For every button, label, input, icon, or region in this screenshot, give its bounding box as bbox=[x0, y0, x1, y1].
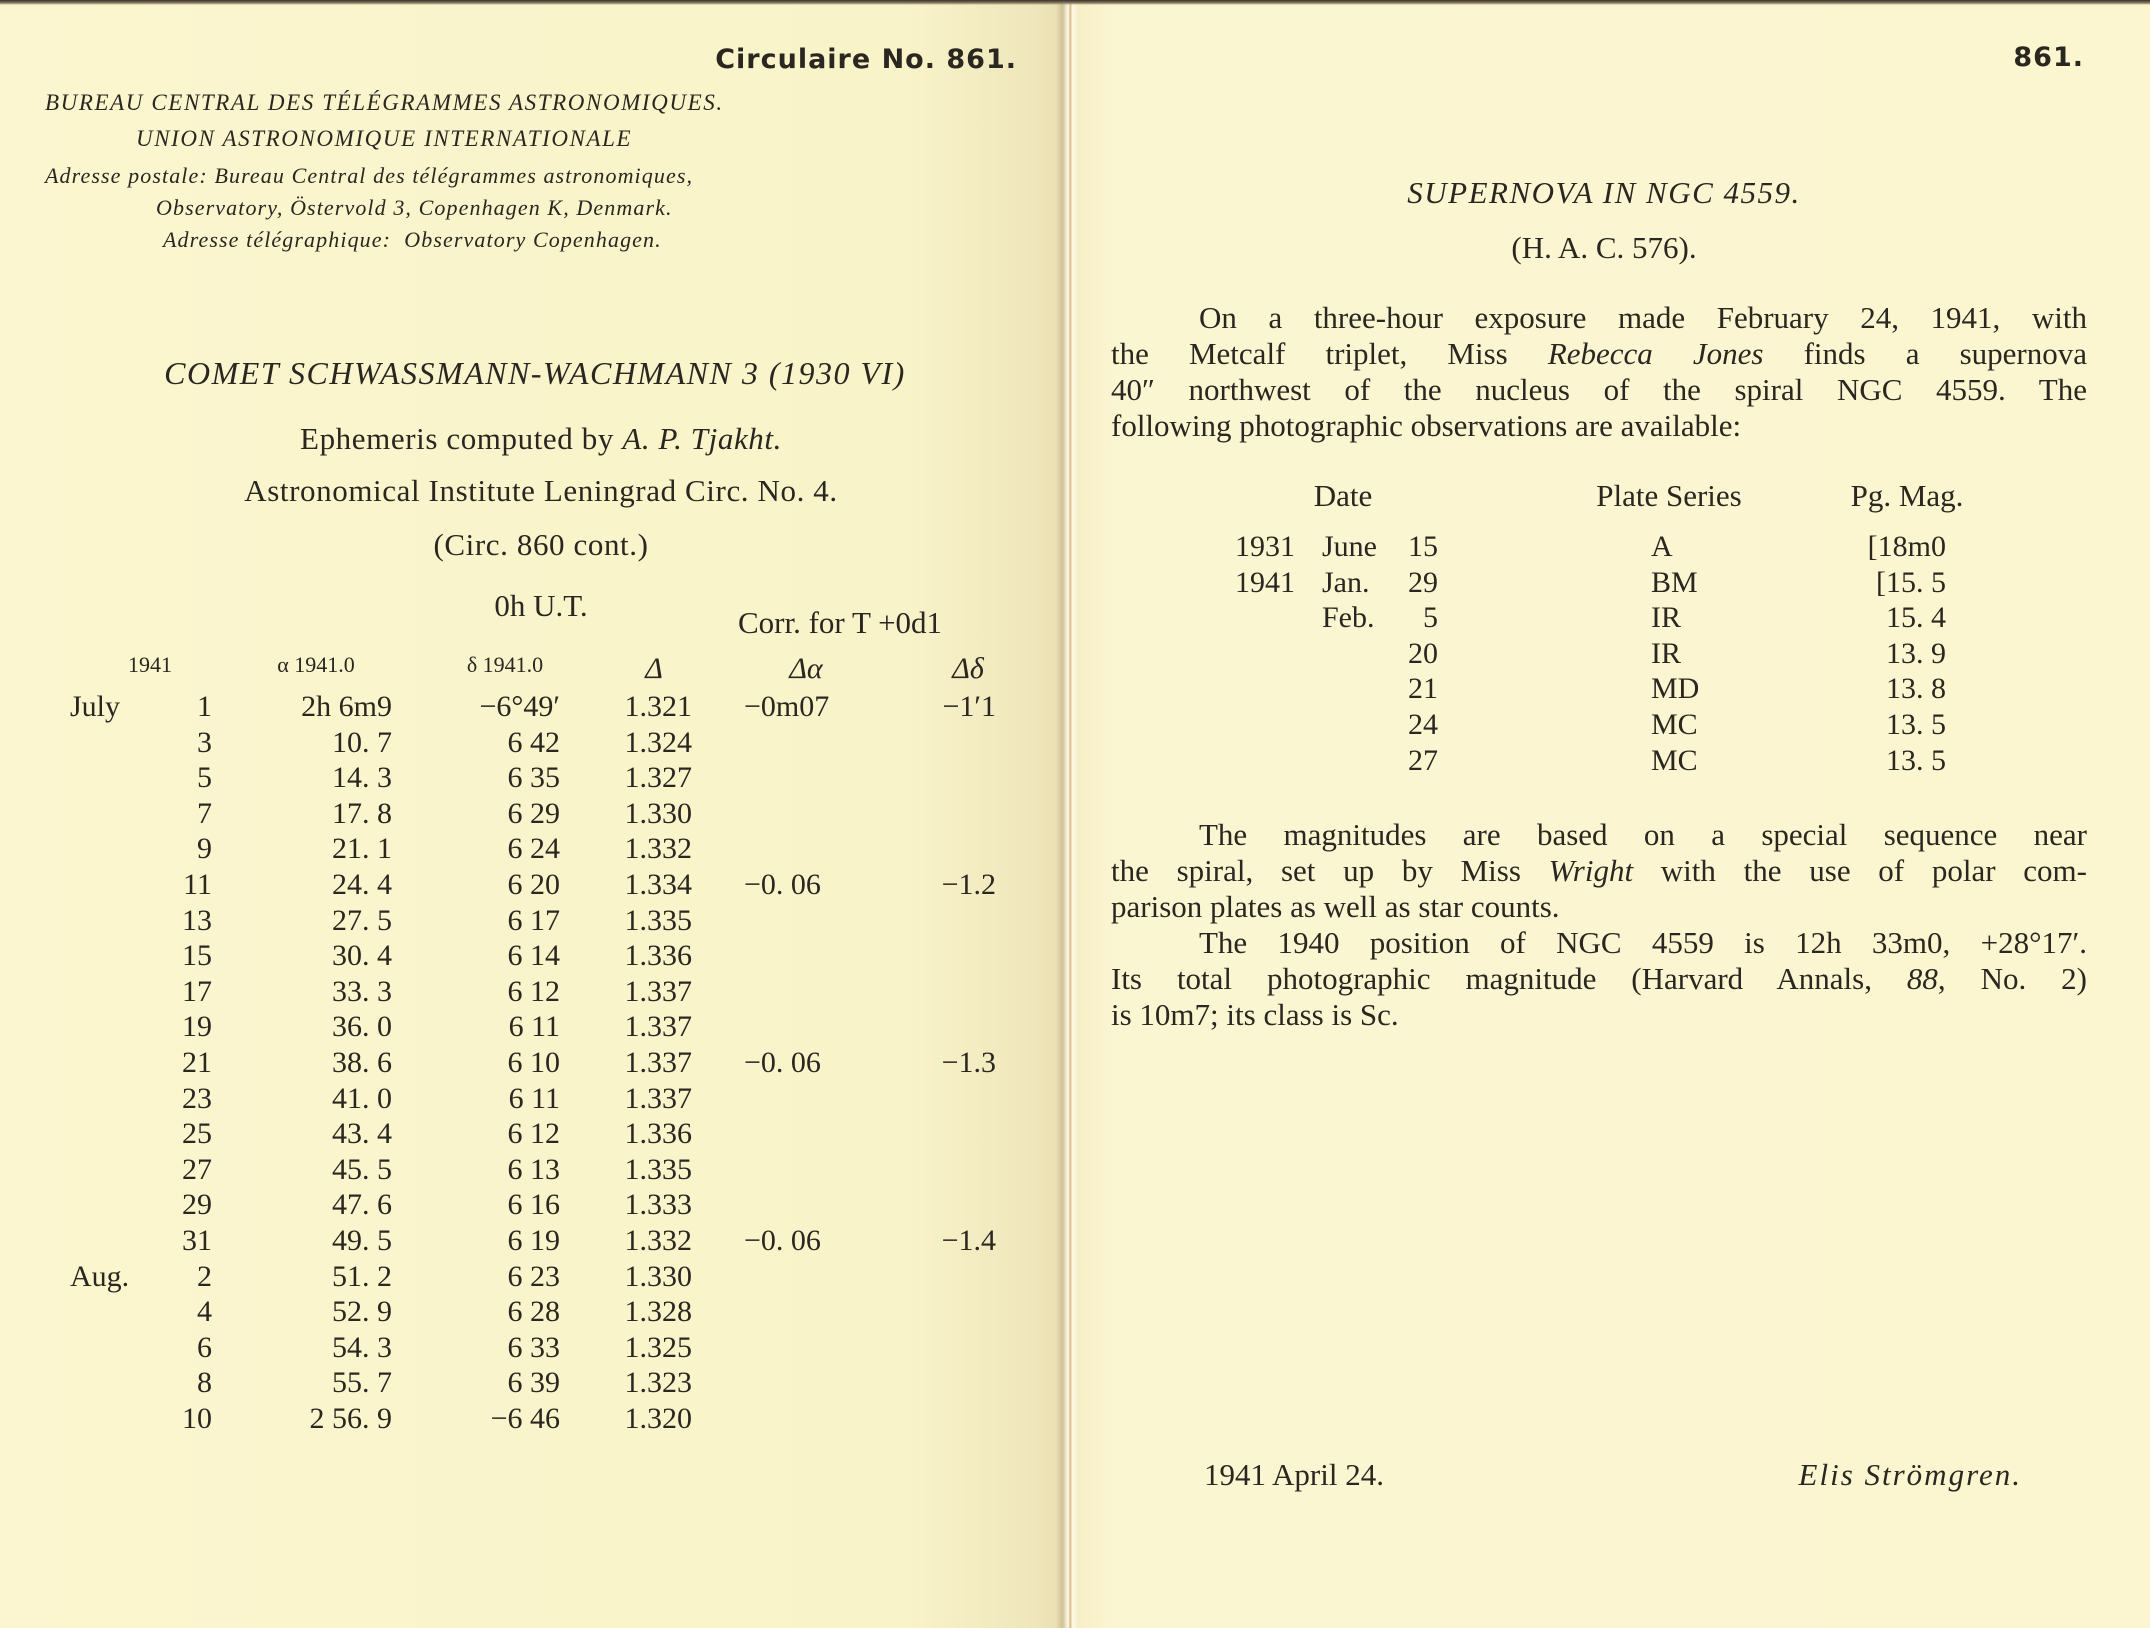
row-ra: 41. 0 bbox=[332, 1081, 392, 1115]
obs-mag: [15. 5 bbox=[1876, 565, 1946, 599]
row-dec: 6 20 bbox=[507, 868, 560, 901]
obs-day: 20 bbox=[1408, 636, 1438, 670]
row-delta: 1.323 bbox=[624, 1366, 692, 1400]
text-segment: The magnitudes are based on a special sequence near bbox=[1199, 817, 2087, 852]
row-day: 5 bbox=[197, 761, 212, 795]
row-ra: 33. 3 bbox=[332, 974, 392, 1008]
row-delta: 1.335 bbox=[624, 1152, 692, 1186]
obs-plate: MD bbox=[1651, 672, 1700, 706]
obs-plate: MC bbox=[1651, 708, 1698, 741]
footer-date: 1941 April 24. bbox=[1204, 1457, 1384, 1492]
paragraph-line bbox=[1111, 300, 2087, 336]
text-segment: is 10m7; its class is Sc. bbox=[1111, 997, 1399, 1032]
ephemeris-header-col-year: 1941 bbox=[128, 652, 172, 677]
paragraph-line bbox=[1111, 853, 2087, 889]
ephemeris-credit bbox=[300, 421, 782, 457]
text-segment: Its total photographic magnitude (Harvard Annals, bbox=[1111, 961, 1907, 996]
obs-plate: A bbox=[1651, 530, 1673, 563]
circular-number: Circulaire No. 861. bbox=[715, 44, 1017, 75]
ephemeris-header-col-d-dec: Δδ bbox=[952, 652, 984, 685]
row-dec: −6°49′ bbox=[479, 690, 560, 723]
obs-mag: 13. 5 bbox=[1886, 708, 1946, 741]
row-delta: 1.333 bbox=[624, 1188, 692, 1222]
obs-month: June bbox=[1322, 530, 1377, 563]
text-segment: 40″ northwest of the nucleus of the spiral NGC 4559. The bbox=[1111, 372, 2087, 407]
row-delta: 1.337 bbox=[624, 1010, 692, 1044]
row-ra: 30. 4 bbox=[332, 939, 392, 973]
row-delta: 1.337 bbox=[624, 1046, 692, 1079]
intro-paragraph bbox=[1111, 300, 2087, 444]
obs-day: 29 bbox=[1408, 565, 1438, 599]
row-dec: 6 24 bbox=[507, 832, 560, 866]
row-ra: 54. 3 bbox=[332, 1330, 392, 1364]
telegraph-address-line bbox=[163, 227, 662, 253]
row-day: 1 bbox=[197, 690, 212, 723]
row-delta: 1.332 bbox=[624, 1224, 692, 1257]
observations-header-plate-series: Plate Series bbox=[1596, 478, 1742, 513]
row-day: 9 bbox=[197, 832, 212, 866]
ephemeris-author: A. P. Tjakht. bbox=[622, 421, 782, 456]
row-dec: 6 19 bbox=[507, 1224, 560, 1257]
obs-plate: MC bbox=[1651, 743, 1698, 777]
obs-day: 24 bbox=[1408, 708, 1438, 741]
ephemeris-header-col-dec: δ 1941.0 bbox=[466, 652, 544, 677]
row-day: 29 bbox=[182, 1188, 212, 1222]
row-day: 3 bbox=[197, 725, 212, 759]
row-ra: 51. 2 bbox=[332, 1259, 392, 1293]
row-corr-ra: −0. 06 bbox=[744, 1046, 821, 1079]
text-segment: finds a supernova bbox=[1763, 336, 2087, 371]
row-ra: 38. 6 bbox=[332, 1046, 392, 1079]
row-day: 21 bbox=[182, 1046, 212, 1079]
row-dec: 6 14 bbox=[507, 939, 560, 973]
row-delta: 1.332 bbox=[624, 832, 692, 866]
obs-month: Jan. bbox=[1322, 565, 1370, 599]
row-month: Aug. bbox=[70, 1259, 130, 1293]
obs-mag: 13. 8 bbox=[1886, 672, 1946, 706]
postal-address-2: Observatory, Östervold 3, Copenhagen K, Denmark. bbox=[156, 195, 673, 220]
italic-text: Rebecca Jones bbox=[1547, 336, 1764, 371]
ephemeris-header-col-d-ra: Δα bbox=[789, 652, 823, 685]
row-delta: 1.336 bbox=[624, 1117, 692, 1151]
row-delta: 1.320 bbox=[624, 1402, 692, 1435]
union-line: UNION ASTRONOMIQUE INTERNATIONALE bbox=[136, 126, 633, 151]
paragraph-line bbox=[1111, 997, 2087, 1033]
row-day: 2 bbox=[197, 1259, 212, 1293]
obs-day: 27 bbox=[1408, 743, 1438, 777]
obs-year: 1931 bbox=[1235, 530, 1295, 563]
obs-mag: 13. 9 bbox=[1886, 636, 1946, 670]
position-paragraph bbox=[1111, 925, 2087, 1033]
row-delta: 1.334 bbox=[624, 868, 692, 901]
paragraph-line bbox=[1111, 961, 2087, 997]
row-ra: 2h 6m9 bbox=[301, 690, 392, 723]
row-day: 7 bbox=[197, 796, 212, 830]
page-fold bbox=[1056, 0, 1078, 1628]
text-segment: , No. 2) bbox=[1937, 961, 2087, 996]
row-dec: 6 39 bbox=[507, 1366, 560, 1400]
row-delta: 1.336 bbox=[624, 939, 692, 973]
page-number: 861. bbox=[2013, 42, 2084, 73]
observations-header-date: Date bbox=[1313, 478, 1373, 513]
row-dec: 6 11 bbox=[508, 1010, 560, 1044]
row-dec: 6 12 bbox=[507, 974, 560, 1008]
row-delta: 1.324 bbox=[624, 725, 692, 759]
ephemeris-header-col-delta: Δ bbox=[645, 652, 663, 685]
row-day: 15 bbox=[182, 939, 212, 973]
paragraph-line bbox=[1111, 408, 2087, 444]
obs-mag: [18m0 bbox=[1867, 530, 1946, 563]
bureau-line: BUREAU CENTRAL DES TÉLÉGRAMMES ASTRONOMIQUES. bbox=[45, 90, 724, 115]
row-day: 4 bbox=[197, 1295, 212, 1329]
obs-plate: IR bbox=[1651, 636, 1681, 670]
text-segment: The 1940 position of NGC 4559 is 12h 33m0, +28°17′. bbox=[1199, 925, 2087, 960]
text-segment: the spiral, set up by Miss bbox=[1111, 853, 1549, 888]
row-ra: 43. 4 bbox=[332, 1117, 392, 1151]
row-dec: −6 46 bbox=[490, 1402, 560, 1435]
time-header: 0h U.T. bbox=[494, 588, 588, 623]
row-dec: 6 10 bbox=[507, 1046, 560, 1079]
row-dec: 6 23 bbox=[507, 1259, 560, 1293]
row-delta: 1.337 bbox=[624, 974, 692, 1008]
row-day: 23 bbox=[182, 1081, 212, 1115]
paragraph-line bbox=[1111, 889, 2087, 925]
obs-plate: IR bbox=[1651, 601, 1681, 635]
row-ra: 45. 5 bbox=[332, 1152, 392, 1186]
row-corr-ra: −0. 06 bbox=[744, 1224, 821, 1257]
row-delta: 1.321 bbox=[624, 690, 692, 723]
row-ra: 36. 0 bbox=[332, 1010, 392, 1044]
signature: Elis Strömgren. bbox=[1798, 1457, 2022, 1492]
obs-month: Feb. bbox=[1322, 601, 1375, 635]
italic-text: Wright bbox=[1548, 853, 1634, 888]
continuation-note: (Circ. 860 cont.) bbox=[433, 527, 649, 562]
obs-mag: 15. 4 bbox=[1886, 601, 1946, 635]
row-day: 6 bbox=[197, 1330, 212, 1364]
row-delta: 1.337 bbox=[624, 1081, 692, 1115]
row-day: 31 bbox=[182, 1224, 212, 1257]
obs-mag: 13. 5 bbox=[1886, 743, 1946, 777]
row-dec: 6 42 bbox=[507, 725, 560, 759]
row-ra: 10. 7 bbox=[332, 725, 392, 759]
obs-day: 15 bbox=[1408, 530, 1438, 563]
ephemeris-prefix: Ephemeris computed by bbox=[300, 421, 614, 456]
row-day: 11 bbox=[183, 868, 212, 901]
text-segment: with the use of polar com- bbox=[1633, 853, 2087, 888]
correction-header: Corr. for T +0d1 bbox=[738, 605, 943, 640]
postal-label: Adresse postale: bbox=[45, 163, 208, 188]
row-dec: 6 16 bbox=[507, 1188, 560, 1222]
ephemeris-header-col-ra: α 1941.0 bbox=[277, 652, 355, 677]
row-day: 19 bbox=[182, 1010, 212, 1044]
observations-header-pg-mag: Pg. Mag. bbox=[1850, 478, 1964, 513]
hac-reference: (H. A. C. 576). bbox=[1511, 230, 1697, 265]
row-delta: 1.325 bbox=[624, 1330, 692, 1364]
paragraph-line bbox=[1111, 925, 2087, 961]
row-day: 25 bbox=[182, 1117, 212, 1151]
top-edge-shadow bbox=[0, 0, 2150, 5]
row-ra: 27. 5 bbox=[332, 903, 392, 937]
row-corr-ra: −0m07 bbox=[744, 690, 830, 723]
obs-plate: BM bbox=[1651, 565, 1698, 599]
text-segment: the Metcalf triplet, Miss bbox=[1111, 336, 1548, 371]
row-delta: 1.328 bbox=[624, 1295, 692, 1329]
postal-address-1: Bureau Central des télégrammes astronomiques, bbox=[214, 163, 694, 188]
comet-title: COMET SCHWASSMANN-WACHMANN 3 (1930 VI) bbox=[164, 355, 906, 391]
row-ra: 52. 9 bbox=[332, 1295, 392, 1329]
row-corr-dec: −1′1 bbox=[942, 690, 996, 723]
row-dec: 6 13 bbox=[507, 1152, 560, 1186]
text-segment: following photographic observations are available: bbox=[1111, 408, 1742, 443]
obs-year: 1941 bbox=[1235, 565, 1295, 599]
row-dec: 6 28 bbox=[507, 1295, 560, 1329]
row-day: 13 bbox=[182, 903, 212, 937]
text-segment: On a three-hour exposure made February 24, 1941, with bbox=[1199, 300, 2087, 335]
row-delta: 1.330 bbox=[624, 796, 692, 830]
row-dec: 6 35 bbox=[507, 761, 560, 795]
telegraph-label: Adresse télégraphique: bbox=[163, 227, 392, 252]
row-delta: 1.335 bbox=[624, 903, 692, 937]
row-dec: 6 33 bbox=[507, 1330, 560, 1364]
row-delta: 1.330 bbox=[624, 1259, 692, 1293]
paragraph-line bbox=[1111, 372, 2087, 408]
telegraph-address: Observatory Copenhagen. bbox=[404, 227, 662, 252]
row-corr-dec: −1.4 bbox=[941, 1224, 996, 1257]
row-ra: 21. 1 bbox=[332, 832, 392, 866]
row-dec: 6 11 bbox=[508, 1081, 560, 1115]
row-day: 8 bbox=[197, 1366, 212, 1400]
row-ra: 17. 8 bbox=[332, 796, 392, 830]
paragraph-line bbox=[1111, 817, 2087, 853]
paragraph-line bbox=[1111, 336, 2087, 372]
row-day: 27 bbox=[182, 1152, 212, 1186]
text-segment: parison plates as well as star counts. bbox=[1111, 889, 1560, 924]
row-corr-dec: −1.2 bbox=[941, 868, 996, 901]
row-ra: 47. 6 bbox=[332, 1188, 392, 1222]
row-dec: 6 12 bbox=[507, 1117, 560, 1151]
row-day: 10 bbox=[182, 1402, 212, 1435]
row-ra: 49. 5 bbox=[332, 1224, 392, 1257]
postal-address-line-1 bbox=[45, 163, 693, 189]
row-dec: 6 17 bbox=[507, 903, 560, 937]
row-delta: 1.327 bbox=[624, 761, 692, 795]
row-ra: 2 56. 9 bbox=[309, 1402, 392, 1435]
obs-day: 21 bbox=[1408, 672, 1438, 706]
row-ra: 55. 7 bbox=[332, 1366, 392, 1400]
source-line: Astronomical Institute Leningrad Circ. No. 4. bbox=[244, 473, 838, 508]
obs-day: 5 bbox=[1423, 601, 1438, 635]
row-corr-dec: −1.3 bbox=[941, 1046, 996, 1079]
row-dec: 6 29 bbox=[507, 796, 560, 830]
supernova-title: SUPERNOVA IN NGC 4559. bbox=[1407, 175, 1801, 210]
row-corr-ra: −0. 06 bbox=[744, 868, 821, 901]
row-day: 17 bbox=[182, 974, 212, 1008]
notes-paragraph bbox=[1111, 817, 2087, 925]
italic-text: 88 bbox=[1906, 961, 1938, 996]
row-ra: 24. 4 bbox=[332, 868, 392, 901]
row-ra: 14. 3 bbox=[332, 761, 392, 795]
row-month: July bbox=[70, 690, 121, 723]
